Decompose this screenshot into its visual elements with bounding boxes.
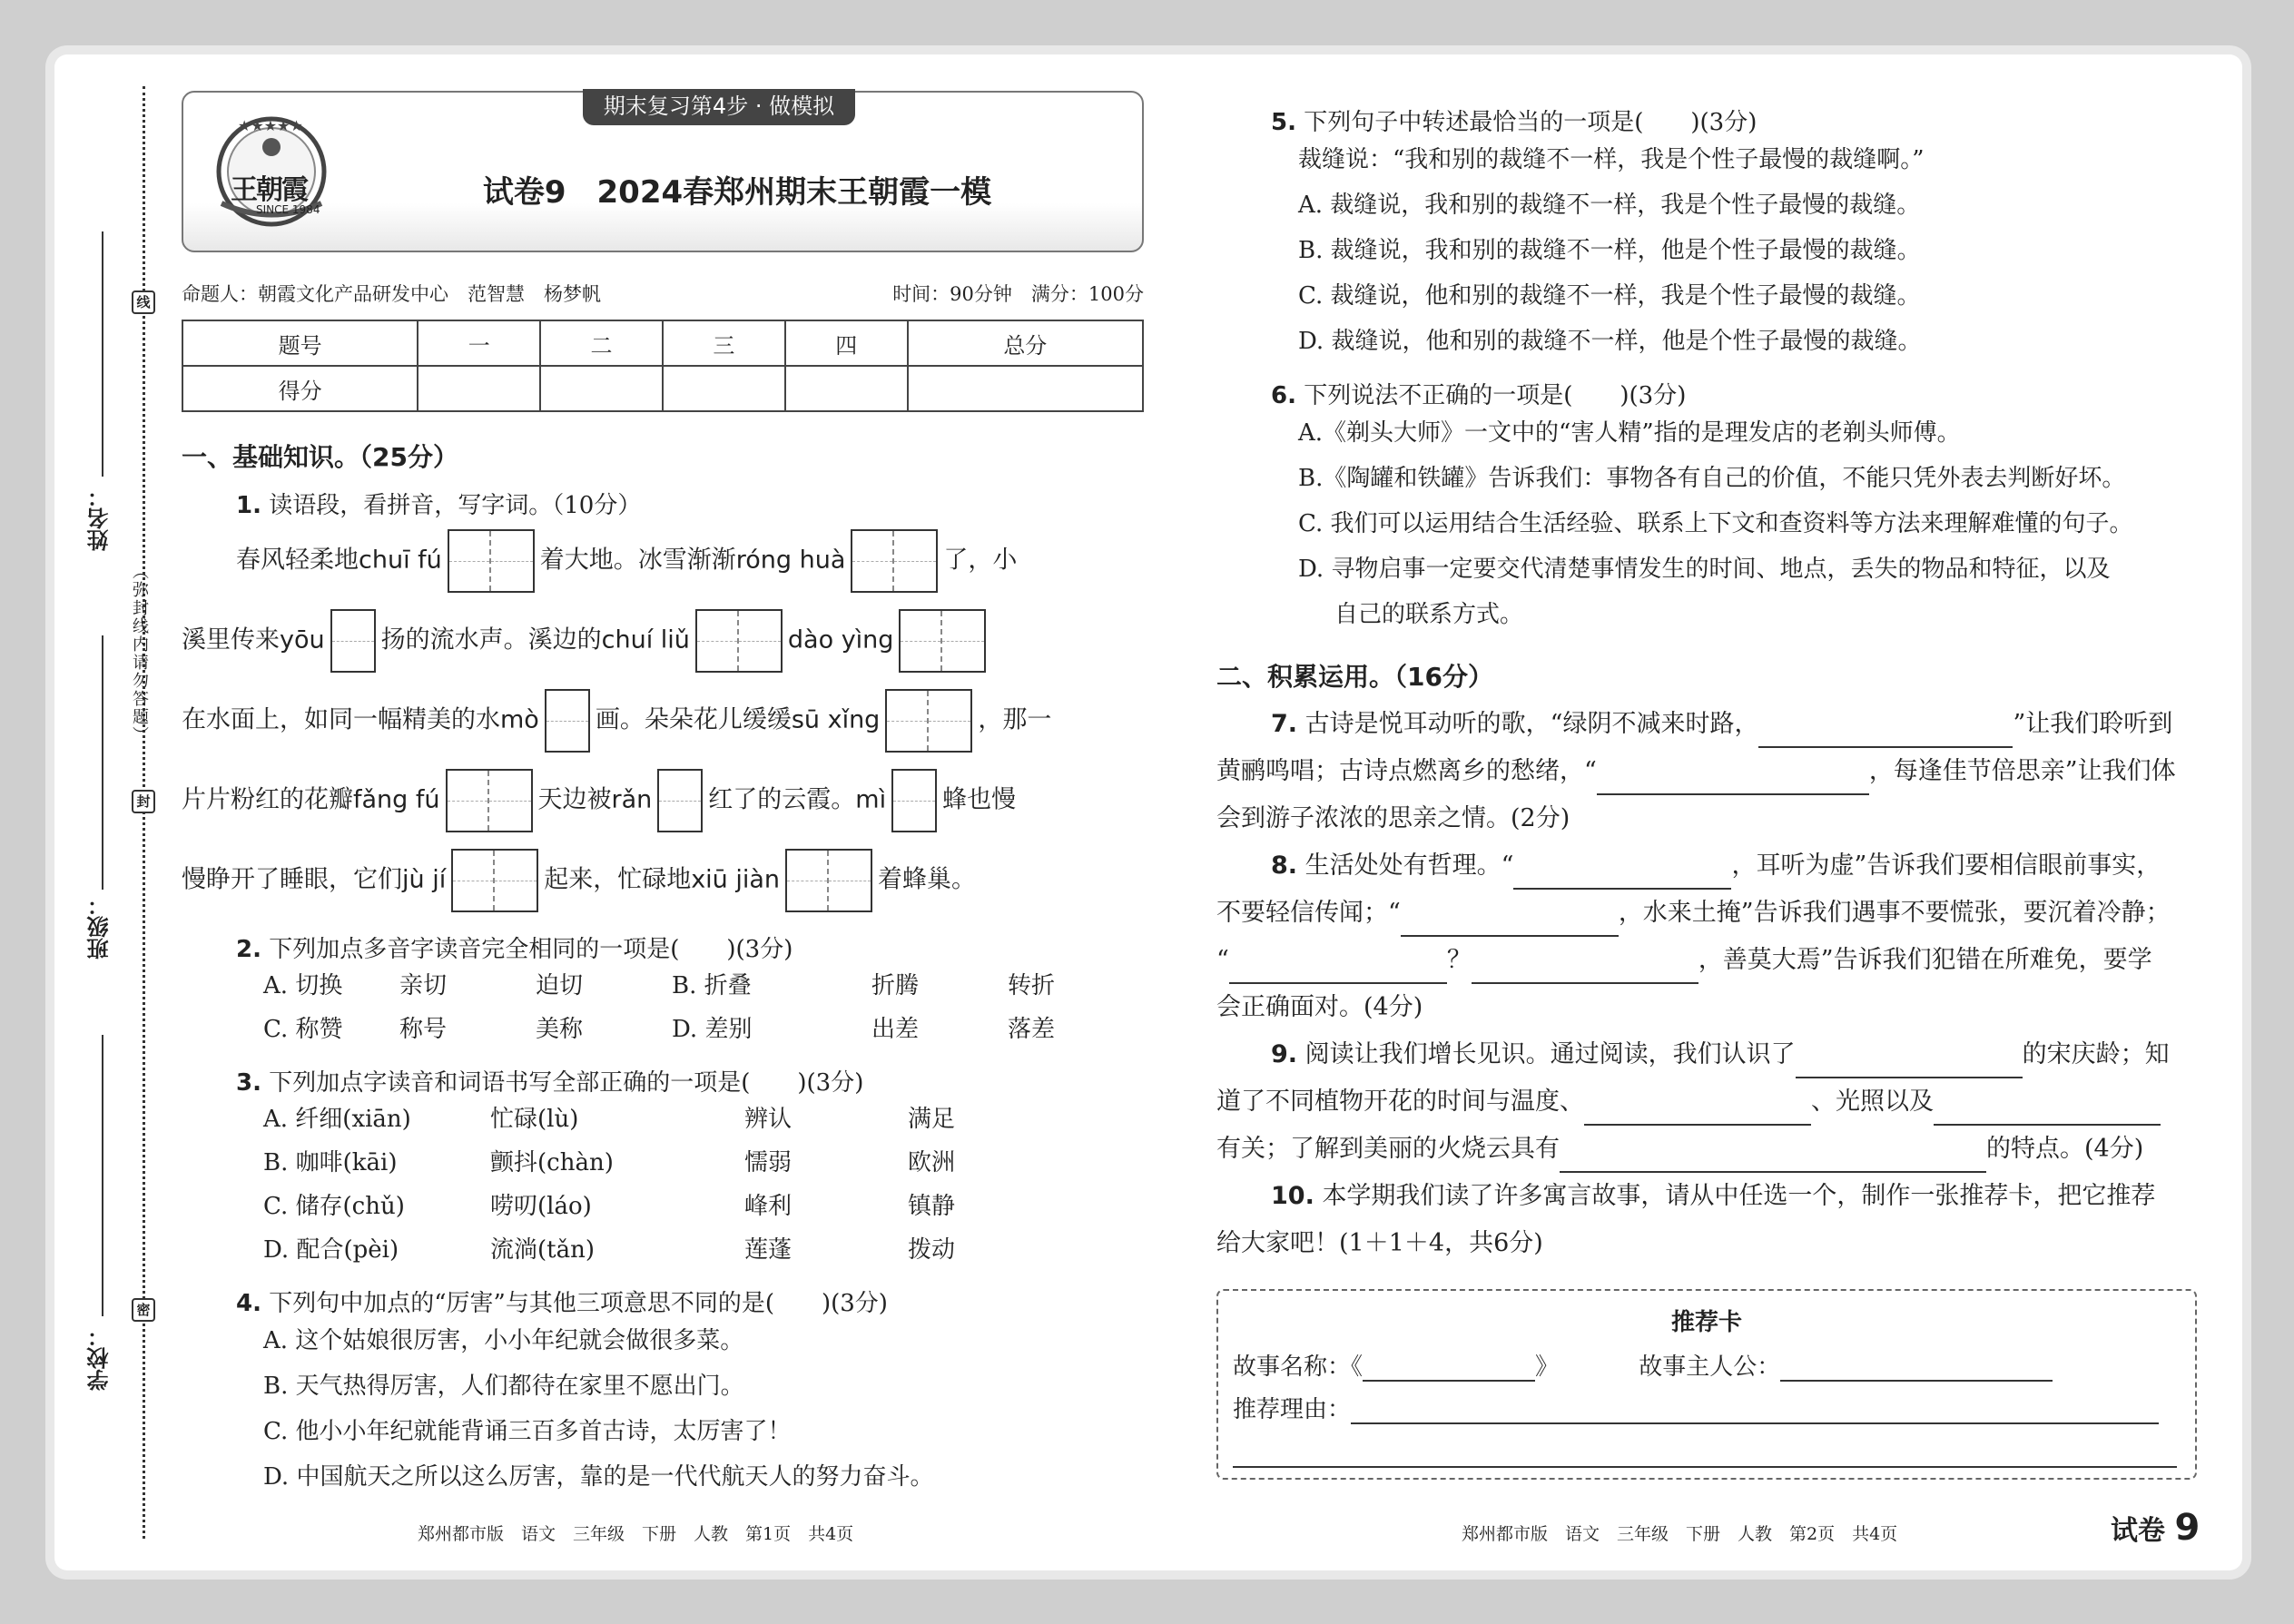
q2-option-word: 转折 (1008, 972, 1056, 999)
q9-line-1 (1216, 1031, 2197, 1078)
card-name-end: 》 (1535, 1353, 1560, 1381)
card-row-3 (1233, 1441, 2181, 1468)
q9-t3: 道了不同植物开花的时间与温度、 (1216, 1088, 1584, 1116)
page-mark (2111, 1507, 2200, 1549)
pinyin: rǎn (611, 785, 653, 814)
card-row-1 (1233, 1348, 2181, 1382)
q1-text: 读语段，看拼音，写字词。（10分） (269, 492, 642, 519)
page-mark-num: 9 (2174, 1507, 2200, 1549)
score-header-cell: 题号 (182, 320, 418, 366)
school-blank[interactable] (102, 1035, 103, 1316)
q8-line-2 (1216, 890, 2197, 937)
right-column (1216, 91, 2197, 1480)
q1-line-1 (182, 529, 1144, 593)
answer-box[interactable] (695, 609, 783, 673)
q7-blank-2[interactable] (1597, 793, 1869, 795)
score-cell[interactable] (785, 366, 908, 411)
q9-t1: 阅读让我们增长见识。通过阅读，我们认识了 (1305, 1040, 1796, 1068)
q3-num: 3. (236, 1069, 261, 1097)
q1-line-2 (182, 609, 1144, 673)
no-answer-note: （弥封线内请勿答题） (130, 563, 149, 744)
section-2-title: 二、积累运用。（16分） (1216, 662, 1493, 692)
score-cell[interactable] (540, 366, 663, 411)
q9-t2: 的宋庆龄；知 (2022, 1040, 2170, 1068)
q4-num: 4. (236, 1290, 261, 1317)
q7-t3: 黄鹂鸣唱；古诗点燃离乡的愁绪，“ (1216, 757, 1597, 785)
q2-option-word: 称号 (399, 1016, 448, 1043)
class-blank[interactable] (102, 635, 103, 890)
q8-t2: ，耳听为虚”告诉我们要相信眼前事实， (1731, 851, 2161, 880)
q2-option-word: 折腾 (871, 972, 920, 999)
q9-t6: 的特点。(4分) (1986, 1135, 2144, 1163)
q7-t2: ”让我们聆听到 (2013, 710, 2173, 738)
q10-num: 10. (1271, 1182, 1314, 1210)
q7-t4: ，每逢佳节倍思亲”让我们体 (1868, 757, 2176, 785)
meta-row (182, 280, 1144, 307)
q5-prompt (1216, 103, 2197, 137)
q5-quote: 裁缝说：“我和别的裁缝不一样，我是个性子最慢的裁缝啊。” (1298, 146, 1925, 173)
q8-t5: “ (1216, 946, 1229, 974)
recommend-card (1216, 1289, 2197, 1480)
answer-box[interactable] (885, 689, 972, 753)
q3-word: 忙碌(lù) (490, 1106, 579, 1133)
q5-text: 下列句子中转述最恰当的一项是( )(3分) (1304, 109, 1757, 136)
pinyin: mì (855, 785, 887, 814)
time-score: 时间：90分钟 满分：100分 (892, 283, 1144, 305)
class-label: 班级： (86, 894, 113, 960)
q3-word: 颤抖(chàn) (490, 1149, 614, 1176)
score-row (182, 366, 1143, 411)
exam-title: 试卷9 2024春郑州期末王朝霞一模 (482, 174, 992, 211)
score-header-cell: 总分 (908, 320, 1143, 366)
q2-option[interactable]: B. 折叠 (672, 972, 752, 999)
q6-text: 下列说法不正确的一项是( )(3分) (1304, 382, 1687, 409)
q1-text-d4: 蜂也慢 (942, 785, 1017, 814)
score-header-cell: 二 (540, 320, 663, 366)
q4-option-b[interactable]: B. 天气热得厉害，人们都待在家里不愿出门。 (263, 1373, 744, 1400)
score-cell[interactable] (663, 366, 785, 411)
q3-prompt (182, 1064, 1144, 1097)
q2-option[interactable]: C. 称赞 (263, 1016, 343, 1043)
q2-option-word: 美称 (536, 1016, 584, 1043)
q3-option[interactable]: A. 纤细(xiān) (263, 1106, 411, 1133)
q1-text-d1: 片片粉红的花瓣 (182, 785, 353, 814)
score-header-cell: 一 (418, 320, 540, 366)
q4-text: 下列句中加点的“厉害”与其他三项意思不同的是( )(3分) (269, 1290, 888, 1317)
q6-option-a[interactable]: A.《剃头大师》一文中的“害人精”指的是理发店的老剃头师傅。 (1298, 419, 1961, 447)
q9-t4: 、光照以及 (1811, 1088, 1934, 1116)
q6-option-c[interactable]: C. 我们可以运用结合生活经验、联系上下文和查资料等方法来理解难懂的句子。 (1298, 510, 2133, 537)
q8-line-4: 会正确面对。(4分) (1216, 993, 1423, 1021)
q1-text-d2: 天边被 (537, 785, 612, 814)
q2-num: 2. (236, 936, 261, 963)
score-row-label: 得分 (182, 366, 418, 411)
q1-text-b2: 扬的流水声。溪边的 (380, 625, 602, 655)
seal-mark-line: 线 (132, 290, 155, 314)
q2-option-word: 落差 (1008, 1016, 1056, 1043)
q8-t6: ？ (1446, 946, 1472, 974)
q5-option-d[interactable]: D. 裁缝说，他和别的裁缝不一样，他是个性子最慢的裁缝。 (1298, 328, 1922, 355)
q2-option-word: 亲切 (399, 972, 448, 999)
q2-options (182, 964, 1144, 1051)
card-reason-blank-2[interactable] (1233, 1466, 2177, 1468)
pinyin: mò (500, 705, 539, 734)
answer-box[interactable] (330, 609, 376, 673)
answer-box[interactable] (451, 849, 538, 912)
q4-option-c[interactable]: C. 他小小年纪就能背诵三百多首古诗，太厉害了！ (263, 1418, 792, 1445)
score-header-row (182, 320, 1143, 366)
brand-logo (203, 113, 340, 231)
q6-option-b[interactable]: B.《陶罐和铁罐》告诉我们：事物各有自己的价值，不能只凭外表去判断好坏。 (1298, 465, 2126, 492)
q3-word: 懦弱 (744, 1149, 793, 1176)
answer-box[interactable] (899, 609, 986, 673)
q7-t1: 古诗是悦耳动听的歌，“绿阴不减来时路， (1305, 710, 1759, 738)
q3-option[interactable]: B. 咖啡(kāi) (263, 1149, 398, 1176)
q8-t4: ，水来土掩”告诉我们遇事不要慌张，要沉着冷静； (1618, 899, 2171, 927)
q7-line-1 (1216, 701, 2197, 748)
q8-t3: 不要轻信传闻；“ (1216, 899, 1401, 927)
q3-word: 峰利 (744, 1193, 793, 1220)
pinyin: sū xǐng (791, 705, 881, 734)
left-column (182, 91, 1144, 1500)
pinyin: jù jí (402, 865, 447, 894)
answer-box[interactable] (657, 769, 703, 832)
card-reason-blank[interactable] (1351, 1422, 2159, 1424)
q1-num: 1. (236, 492, 261, 519)
logo-brand-text: 王朝霞 (231, 174, 307, 206)
q3-word: 流淌(tǎn) (490, 1236, 595, 1264)
pinyin: yōu (280, 625, 325, 655)
seal-mark-mi: 密 (132, 1298, 155, 1322)
score-header-cell: 四 (785, 320, 908, 366)
step-banner: 期末复习第4步 · 做模拟 (583, 89, 855, 125)
q3-word: 唠叨(láo) (490, 1193, 592, 1220)
card-row-2 (1233, 1391, 2181, 1424)
score-cell[interactable] (418, 366, 540, 411)
q1-text-a2: 着大地。冰雪渐渐 (539, 546, 736, 575)
q3-word: 镇静 (908, 1193, 956, 1220)
answer-box[interactable] (446, 769, 533, 832)
q2-text: 下列加点多音字读音完全相同的一项是( )(3分) (269, 936, 793, 963)
q3-word: 拨动 (908, 1236, 956, 1264)
q2-prompt (182, 930, 1144, 964)
q3-options (182, 1097, 1144, 1272)
q3-text: 下列加点字读音和词语书写全部正确的一项是( )(3分) (269, 1069, 864, 1097)
q1-text-e2: 起来，忙碌地 (544, 865, 692, 894)
name-label: 姓名： (86, 486, 113, 551)
q5-option-c[interactable]: C. 裁缝说，他和别的裁缝不一样，我是个性子最慢的裁缝。 (1298, 282, 1921, 310)
q7-line-3: 会到游子浓浓的思亲之情。(2分) (1216, 804, 1570, 832)
q8-t1: 生活处处有哲理。“ (1305, 851, 1514, 880)
q3-word: 辨认 (744, 1106, 793, 1133)
q6-option-d-cont: 自己的联系方式。 (1334, 601, 1524, 628)
q5-num: 5. (1271, 109, 1296, 136)
card-reason-label: 推荐理由： (1233, 1396, 1352, 1423)
q9-t5: 有关；了解到美丽的火烧云具有 (1216, 1135, 1560, 1163)
q1-text-c2: 画。朵朵花儿缓缓 (595, 705, 792, 734)
footer-left: 郑州都市版 语文 三年级 下册 人教 第1页 共4页 (418, 1524, 854, 1544)
q4-option-d[interactable]: D. 中国航天之所以这么厉害，靠的是一代代航天人的努力奋斗。 (263, 1463, 934, 1491)
q2-option-word: 迫切 (536, 972, 584, 999)
answer-box[interactable] (891, 769, 937, 832)
q6-option-d[interactable]: D. 寻物启事一定要交代清楚事情发生的时间、地点，丢失的物品和特征，以及 (1298, 556, 2111, 583)
q8-line-1 (1216, 842, 2197, 890)
q1-text-d3: 红了的云霞。 (708, 785, 856, 814)
q1-prompt (182, 487, 1144, 520)
authors: 命题人：朝霞文化产品研发中心 范智慧 杨梦帆 (182, 283, 601, 305)
q1-text-e1: 慢睁开了睡眼，它们 (182, 865, 402, 894)
q3-option[interactable]: D. 配合(pèi) (263, 1236, 399, 1264)
q5-option-b[interactable]: B. 裁缝说，我和别的裁缝不一样，他是个性子最慢的裁缝。 (1298, 237, 1921, 264)
pinyin: chuí liǔ (601, 625, 690, 655)
score-cell[interactable] (908, 366, 1143, 411)
pinyin: fǎng fú (353, 785, 440, 814)
name-blank[interactable] (102, 231, 103, 477)
q4-prompt (182, 1284, 1144, 1318)
pinyin: róng huà (735, 546, 846, 575)
q1-text-b1: 溪里传来 (182, 625, 280, 655)
q1-text-c1: 在水面上，如同一幅精美的水 (182, 705, 500, 734)
q9-num: 9. (1271, 1040, 1298, 1068)
card-hero-blank[interactable] (1780, 1380, 2053, 1382)
school-label: 学校： (86, 1325, 113, 1391)
q5-option-a[interactable]: A. 裁缝说，我和别的裁缝不一样，我是个性子最慢的裁缝。 (1298, 192, 1921, 219)
seal-mark-seal: 封 (132, 790, 155, 813)
q2-option[interactable]: A. 切换 (263, 972, 343, 999)
q8-blank-4[interactable] (1472, 982, 1698, 984)
q1-line-3 (182, 689, 1144, 753)
q3-word: 欧洲 (908, 1149, 956, 1176)
card-name-label: 故事名称：《 (1233, 1353, 1364, 1381)
card-name-blank[interactable] (1363, 1380, 1535, 1382)
score-header-cell: 三 (663, 320, 785, 366)
exam-header (182, 91, 1144, 252)
q1-text-c3: ，那一 (978, 705, 1052, 734)
answer-box[interactable] (545, 689, 590, 753)
q1-line-5 (182, 849, 1144, 912)
q3-word: 莲蓬 (744, 1236, 793, 1264)
q2-option[interactable]: D. 差别 (672, 1016, 753, 1043)
section-1-title: 一、基础知识。（25分） (182, 442, 458, 472)
q3-word: 满足 (908, 1106, 956, 1133)
q10-t1: 本学期我们读了许多寓言故事，请从中任选一个，制作一张推荐卡，把它推荐 (1322, 1182, 2156, 1210)
q7-line-2 (1216, 748, 2197, 795)
q1-text-e3: 着蜂巢。 (878, 865, 977, 894)
q1-line-4 (182, 769, 1144, 832)
q10-line-1 (1216, 1173, 2197, 1220)
q9-line-3 (1216, 1126, 2197, 1173)
q7-num: 7. (1271, 710, 1298, 738)
footer-right: 郑州都市版 语文 三年级 下册 人教 第2页 共4页 (1462, 1524, 1898, 1544)
q3-option[interactable]: C. 储存(chǔ) (263, 1193, 405, 1220)
answer-box[interactable] (785, 849, 872, 912)
pinyin: dào yìng (787, 625, 894, 655)
pinyin: xiū jiàn (691, 865, 781, 894)
q10-line-2: 给大家吧！(1＋1＋4，共6分) (1216, 1229, 1543, 1257)
q1-text-a1: 春风轻柔地 (236, 546, 359, 575)
q2-option-word: 出差 (871, 1016, 920, 1043)
answer-box[interactable] (851, 529, 938, 593)
q6-num: 6. (1271, 382, 1296, 409)
q1-text-a3: 了，小 (943, 546, 1018, 575)
q8-t7: ，善莫大焉”告诉我们犯错在所难免，要学 (1698, 946, 2152, 974)
page-mark-label: 试卷 (2111, 1515, 2165, 1547)
svg-text:★★★★★: ★★★★★ (238, 117, 303, 134)
score-table (182, 320, 1144, 412)
card-title: 推荐卡 (1670, 1309, 1742, 1336)
logo-since-text: SINCE 1984 (256, 203, 320, 216)
pinyin: chuī fú (359, 546, 442, 575)
q8-num: 8. (1271, 851, 1298, 880)
card-hero-label: 故事主人公： (1639, 1353, 1781, 1381)
answer-box[interactable] (448, 529, 535, 593)
q9-line-2 (1216, 1078, 2197, 1126)
q6-prompt (1216, 377, 2197, 410)
q4-option-a[interactable]: A. 这个姑娘很厉害，小小年纪就会做很多菜。 (263, 1327, 744, 1354)
q8-line-3 (1216, 937, 2197, 984)
